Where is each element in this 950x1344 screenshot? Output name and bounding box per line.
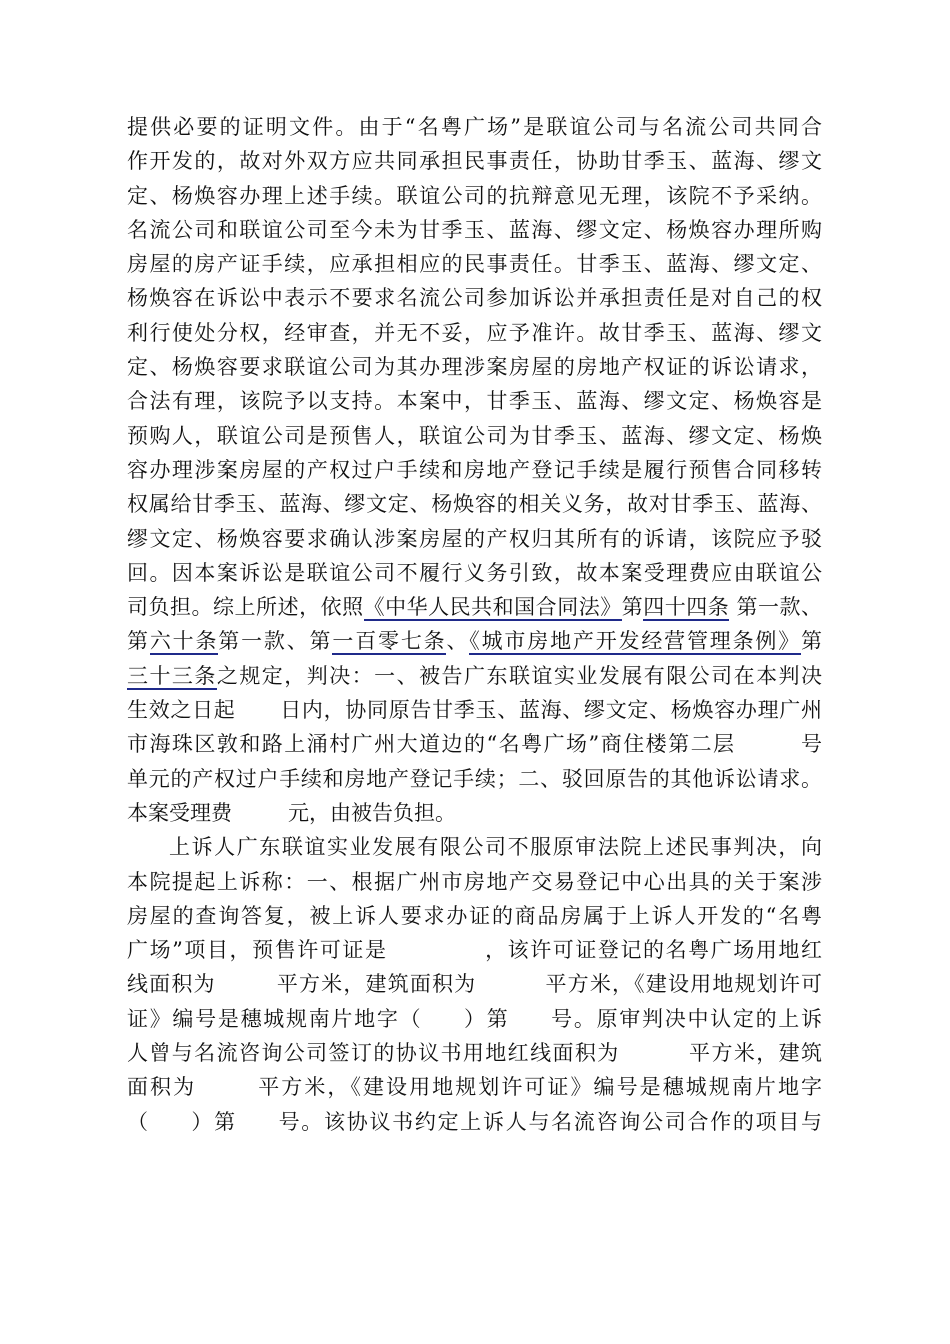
text-run: 面积为 bbox=[127, 1075, 197, 1100]
text-line bbox=[127, 796, 822, 830]
text-run: 第 bbox=[127, 629, 150, 654]
text-line bbox=[127, 1036, 822, 1070]
text-line: 合法有理，该院予以支持。本案中，甘季玉、蓝海、缪文定、杨焕容是 bbox=[127, 389, 822, 414]
text-line: 提供必要的证明文件。由于“名粤广场”是联谊公司与名流公司共同合 bbox=[127, 115, 822, 139]
text-line: 本院提起上诉称：一、根据广州市房地产交易登记中心出具的关于案涉 bbox=[127, 869, 822, 894]
text-run: 平方米，建筑 bbox=[687, 1041, 823, 1066]
text-line bbox=[127, 1070, 822, 1104]
text-line: 杨焕容在诉讼中表示不要求名流公司参加诉讼并承担责任是对自己的权 bbox=[127, 286, 822, 311]
text-run: 第一款、 bbox=[729, 595, 823, 620]
text-line bbox=[127, 1105, 822, 1139]
text-run: ）第 bbox=[462, 1006, 510, 1031]
text-line: 缪文定、杨焕容要求确认涉案房屋的产权归其所有的诉请，该院应予驳 bbox=[127, 526, 822, 551]
text-run: 本案受理费 bbox=[127, 800, 232, 825]
text-line bbox=[127, 933, 822, 967]
text-run: （ bbox=[127, 1109, 150, 1134]
article-link-60[interactable]: 六十条 bbox=[149, 629, 219, 654]
text-line: 定、杨焕容要求联谊公司为其办理涉案房屋的房地产权证的诉讼请求， bbox=[127, 355, 822, 380]
text-run: 平方米，建筑面积为 bbox=[275, 972, 477, 997]
text-run: 证》编号是穗城规南片地字（ bbox=[127, 1006, 423, 1031]
text-line bbox=[127, 693, 822, 727]
text-run: 司负担。综上所述，依照 bbox=[127, 595, 364, 620]
text-line: 上诉人广东联谊实业发展有限公司不服原审法院上述民事判决，向 bbox=[169, 835, 822, 860]
text-run: 号。该协议书约定上诉人与名流咨询公司合作的项目与 bbox=[276, 1109, 823, 1134]
text-line bbox=[127, 659, 822, 693]
text-line: 单元的产权过户手续和房地产登记手续；二、驳回原告的其他诉讼请求。 bbox=[127, 766, 822, 791]
text-run: ，该许可证登记的名粤广场用地红 bbox=[483, 938, 822, 963]
text-line: 回。因本案诉讼是联谊公司不履行义务引致，故本案受理费应由联谊公 bbox=[127, 560, 822, 585]
text-line: 房屋的房产证手续，应承担相应的民事责任。甘季玉、蓝海、缪文定、 bbox=[127, 252, 822, 277]
text-line bbox=[127, 624, 822, 658]
text-run: 生效之日起 bbox=[127, 698, 236, 723]
law-link-real-estate-regulation[interactable]: 《城市房地产开发经营管理条例》 bbox=[469, 629, 802, 654]
text-run: 号 bbox=[799, 732, 822, 757]
text-run: 号。原审判决中认定的上诉 bbox=[549, 1006, 823, 1031]
article-link-44[interactable]: 四十四条 bbox=[643, 595, 730, 620]
law-link-contract-law[interactable]: 《中华人民共和国合同法》 bbox=[363, 595, 622, 620]
text-run: ）第 bbox=[189, 1109, 237, 1134]
text-line bbox=[127, 590, 822, 624]
text-run: 之规定，判决：一、被告广东联谊实业发展有限公司在本判决 bbox=[216, 663, 823, 688]
text-run: 第一款、第 bbox=[218, 629, 333, 654]
text-line: 权属给甘季玉、蓝海、缪文定、杨焕容的相关义务，故对甘季玉、蓝海、 bbox=[127, 492, 822, 517]
text-run: 平方米，《建设用地规划许可 bbox=[544, 972, 823, 997]
text-run: 广场”项目，预售许可证是 bbox=[127, 938, 388, 963]
text-run: 平方米，《建设用地规划许可证》编号是穗城规南片地字 bbox=[256, 1075, 823, 1100]
article-link-107[interactable]: 一百零七条 bbox=[332, 629, 447, 654]
text-run: 市海珠区敦和路上涌村广州大道边的“名粤广场”商住楼第二层 bbox=[127, 732, 736, 757]
article-link-33[interactable]: 三十三条 bbox=[127, 663, 217, 688]
text-line: 预购人，联谊公司是预售人，联谊公司为甘季玉、蓝海、缪文定、杨焕 bbox=[127, 423, 822, 448]
text-run: 第 bbox=[621, 595, 644, 620]
text-line bbox=[127, 1002, 822, 1036]
text-run: 第 bbox=[801, 629, 823, 654]
text-run: 人曾与名流咨询公司签订的协议书用地红线面积为 bbox=[127, 1041, 620, 1066]
document-page bbox=[127, 110, 822, 1139]
text-line bbox=[127, 727, 822, 761]
text-line: 名流公司和联谊公司至今未为甘季玉、蓝海、缪文定、杨焕容办理所购 bbox=[127, 217, 822, 242]
text-line: 房屋的查询答复，被上诉人要求办证的商品房属于上诉人开发的“名粤 bbox=[127, 903, 822, 928]
text-line: 定、杨焕容办理上述手续。联谊公司的抗辩意见无理，该院不予采纳。 bbox=[127, 183, 822, 208]
text-line: 作开发的，故对外双方应共同承担民事责任，协助甘季玉、蓝海、缪文 bbox=[127, 149, 822, 174]
text-line bbox=[127, 967, 822, 1001]
text-run: 线面积为 bbox=[127, 972, 216, 997]
text-run: 、 bbox=[446, 629, 470, 654]
text-line: 容办理涉案房屋的产权过户手续和房地产登记手续是履行预售合同移转 bbox=[127, 457, 822, 482]
text-run: 元，由被告负担。 bbox=[288, 800, 456, 825]
text-line: 利行使处分权，经审查，并无不妥，应予准许。故甘季玉、蓝海、缪文 bbox=[127, 320, 822, 345]
text-run: 日内，协同原告甘季玉、蓝海、缪文定、杨焕容办理广州 bbox=[279, 698, 822, 723]
